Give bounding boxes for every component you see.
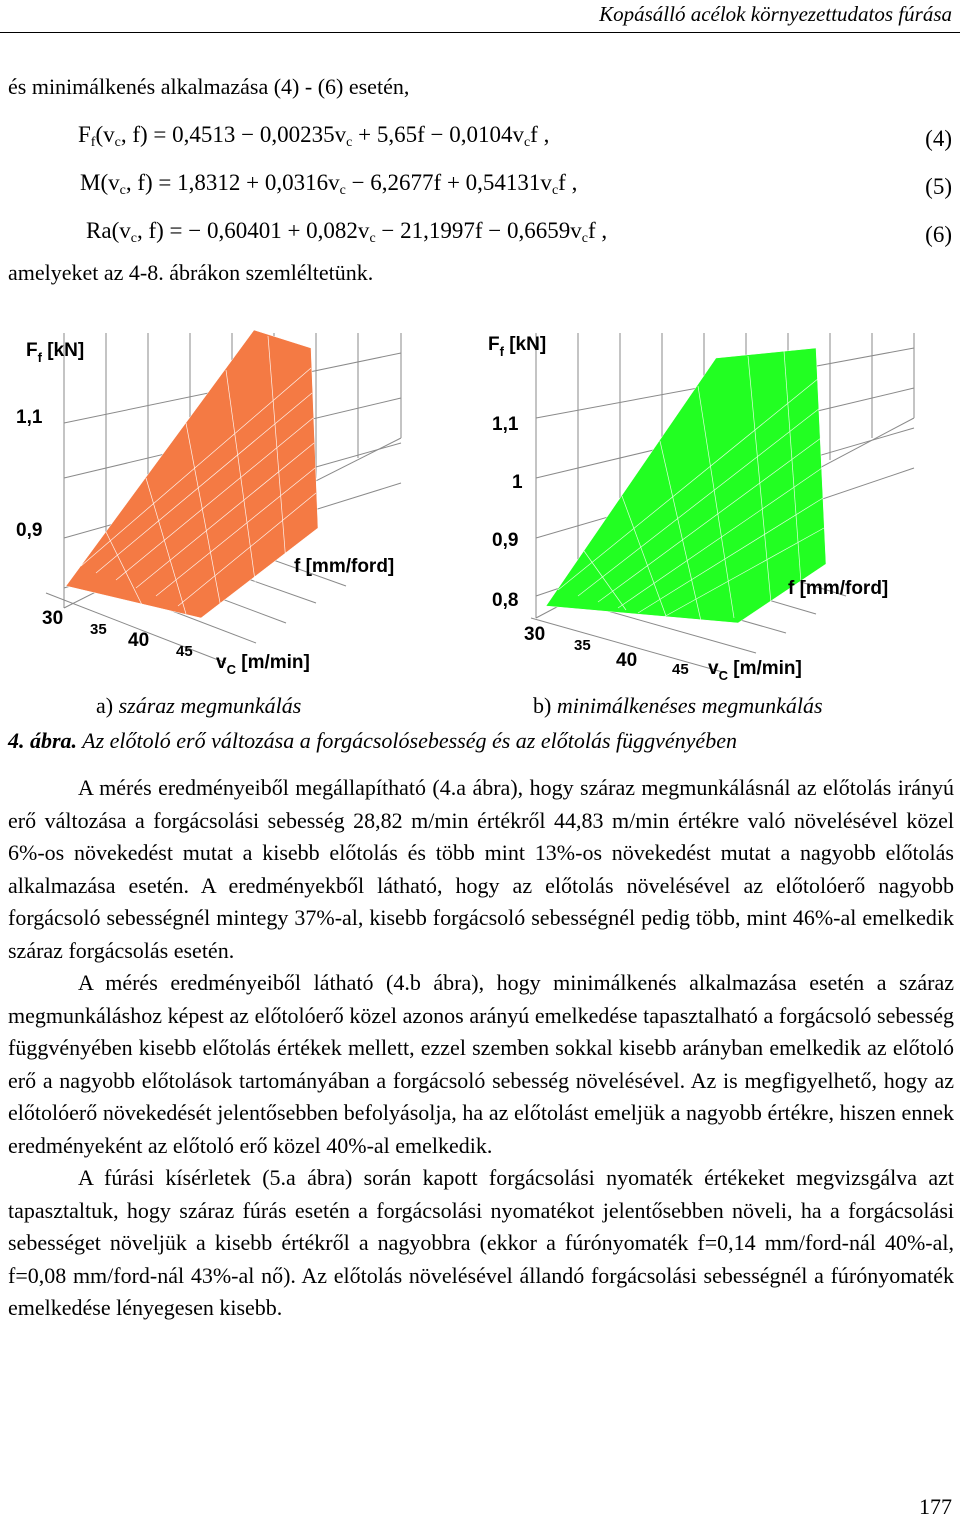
equation-4-number: (4) <box>925 126 952 151</box>
eq5-lhs: M <box>80 170 101 195</box>
figure-b-plot <box>486 318 956 680</box>
fig-a-z-tick-2: 0,9 <box>16 520 43 541</box>
eq6-sub1: c <box>369 231 376 246</box>
fig-a-v-tick-3: 40 <box>128 630 150 651</box>
eq4-rhs: , f) = 0,4513 − 0,00235v <box>120 122 347 147</box>
fig-b-v-tick-2: 35 <box>574 637 591 654</box>
eq4-sub2: c <box>523 135 531 150</box>
fig-b-v-tick-1: 30 <box>524 624 546 645</box>
figure-title-label: 4. ábra. <box>8 728 78 753</box>
paragraph-3: A fúrási kísérletek (5.a ábra) során kapott forgácsolási nyomaték értékeket megvizsgálva azt tapasztaltuk, hogy száraz fúrás esetén a forgácsolási nyomatékot jelentősebben növeli, ha a forgácsolási sebességet növeljük a kisebb értékről a nagyobbra (ekkor a fúrónyomaték f=0,14 mm/ford-nál 40%-al, f=0,08 mm/ford-nál 43%-al nő). Az előtolás növelésével állandó forgácsolási sebességnél a fúrónyomaték emelkedése lényegesen kisebb. <box>8 1165 954 1320</box>
fig-a-f-label: f [mm/ford] <box>294 556 395 577</box>
eq5-tail: f , <box>558 170 578 195</box>
eq4-args-sub: c <box>114 135 121 150</box>
figure-a-plot <box>6 318 446 678</box>
eq6-tail: f , <box>587 218 608 243</box>
eq4-args: (v <box>95 122 115 147</box>
caption-b-text: minimálkenéses megmunkálás <box>556 693 823 718</box>
body-text <box>8 772 954 1325</box>
eq6-args: (v <box>111 218 131 243</box>
fig-a-v-tick-4: 45 <box>176 643 193 660</box>
figure-a-surface <box>66 330 318 618</box>
paragraph-1: A mérés eredményeiből megállapítható (4.a ábra), hogy száraz megmunkálásnál az előtolás irányú erő változása a forgácsolási sebesség 28,82 m/min értékről 44,83 m/min értékre való növelésével közel 6%-os növekedést mutat a kisebb előtolás és több mint 13%-os növekedést mutat a nagyobb előtolás alkalmazása esetén. A eredményekből látható, hogy az előtolás növelésével az előtolóerő nagyobb forgácsoló sebességnél mintegy 37%-al, kisebb forgácsoló sebességnél pedig több, mint 46%-al emelkedik száraz forgácsolás esetén. <box>8 775 954 963</box>
eq5-args: (v <box>100 170 120 195</box>
page-number: 177 <box>919 1494 952 1519</box>
eq4-tail: f , <box>530 122 550 147</box>
running-header: Kopásálló acélok környezettudatos fúrása <box>599 2 952 26</box>
fig-a-v-label: $v_C$ [m/min] <box>216 652 310 677</box>
eq5-rhs: , f) = 1,8312 + 0,0316v <box>125 170 340 195</box>
fig-a-z-label: $F_f$ [kN] <box>26 340 85 365</box>
fig-b-z-label: $F_f$ [kN] <box>488 334 547 359</box>
fig-a-z-tick-1: 1,1 <box>16 407 43 428</box>
equation-6-number: (6) <box>925 222 952 247</box>
equation-4 <box>78 122 549 151</box>
eq5-sub2: c <box>551 183 559 198</box>
fig-b-z-tick-2: 1 <box>512 472 523 493</box>
eq6-mid: − 21,1997f − 0,6659v <box>375 218 582 243</box>
caption-b-letter: b) <box>533 693 552 718</box>
figure-b-surface <box>546 348 826 623</box>
figure-title <box>8 728 737 754</box>
eq4-lhs: F <box>78 122 91 147</box>
eq6-lhs: Ra <box>86 218 112 243</box>
fig-b-v-label: $v_C$ [m/min] <box>708 658 802 680</box>
fig-b-z-tick-3: 0,9 <box>492 530 519 551</box>
paragraph-2: A mérés eredményeiből látható (4.b ábra), hogy minimálkenés alkalmazása esetén a száraz megmunkáláshoz képest az előtolóerő közel azonos arányú emelkedése tapasztalható a forgácsoló sebesség függvényében kisebb előtolás értékek mellett, ezzel szemben sokkal kisebb arányban emelkedik az előtoló erő a nagyobb előtolások tartományában a forgácsoló sebesség növelésével. Az is megfigyelhető, hogy az előtolóerő növekedését jelentősebben befolyásolja, ha az előtolást emeljük a nagyobb értékre, hiszen ennek eredményeként az előtoló erő közel 40%-al emelkedik. <box>8 970 954 1158</box>
caption-a-letter: a) <box>96 693 114 718</box>
equation-5 <box>80 170 577 199</box>
caption-a <box>96 693 301 719</box>
intro-line: és minimálkenés alkalmazása (4) - (6) esetén, <box>8 74 410 99</box>
eq4-lhs-sub: f <box>90 135 96 150</box>
header-rule <box>0 32 960 33</box>
fig-b-z-tick-1: 1,1 <box>492 414 519 435</box>
eq5-args-sub: c <box>119 183 126 198</box>
eq6-args-sub: c <box>130 231 137 246</box>
fig-a-v-tick-2: 35 <box>90 621 107 638</box>
fig-a-v-tick-1: 30 <box>42 608 64 629</box>
caption-b <box>533 693 823 719</box>
fig-b-z-tick-4: 0,8 <box>492 590 519 611</box>
eq6-sub2: c <box>581 231 588 246</box>
eq4-mid: + 5,65f − 0,0104v <box>352 122 524 147</box>
eq4-sub1: c <box>346 135 353 150</box>
fig-b-v-tick-4: 45 <box>672 661 689 678</box>
equation-6 <box>86 218 607 247</box>
eq5-sub1: c <box>339 183 346 198</box>
equation-5-number: (5) <box>925 174 952 199</box>
eq5-mid: − 6,2677f + 0,54131v <box>345 170 552 195</box>
fig-b-v-tick-3: 40 <box>616 650 638 671</box>
eq6-rhs: , f) = − 0,60401 + 0,082v <box>136 218 370 243</box>
after-equations-text: amelyeket az 4-8. ábrákon szemléltetünk. <box>8 260 374 285</box>
figure-title-text: Az előtoló erő változása a forgácsolósebesség és az előtolás függvényében <box>77 728 737 753</box>
caption-a-text: száraz megmunkálás <box>118 693 302 718</box>
fig-b-f-label: f [mm/ford] <box>788 578 889 599</box>
